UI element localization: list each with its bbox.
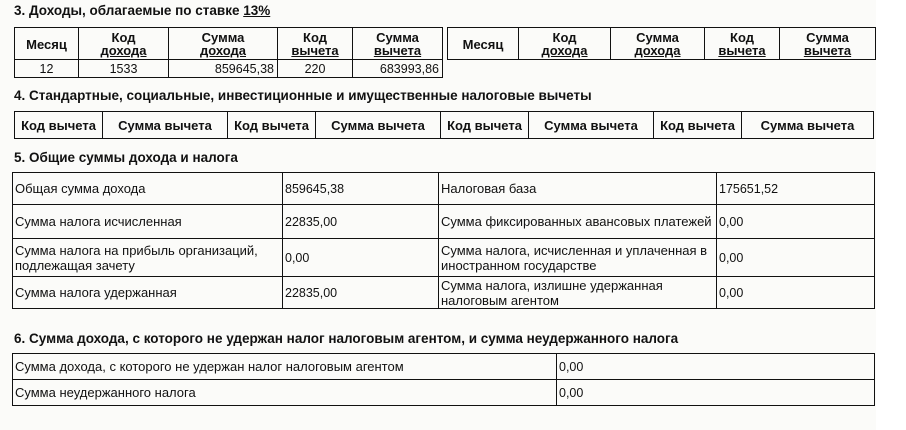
total-income-label: Общая сумма дохода — [13, 173, 283, 205]
income-sum-header-right-l2: дохода — [634, 43, 681, 58]
income-code-header-right — [519, 28, 611, 60]
unwithheld-row — [13, 354, 875, 380]
income-table-right-header — [448, 28, 876, 60]
income-code-header-l1: Код — [111, 30, 136, 45]
section-3-title-prefix: 3. Доходы, облагаемые по ставке — [14, 3, 244, 18]
deduction-code-header-3: Код вычета — [441, 112, 529, 139]
deduction-code-header-right — [705, 28, 780, 60]
income-code-header-right-l2: дохода — [541, 43, 588, 58]
unwithheld-tax-value: 0,00 — [557, 380, 875, 406]
deduction-sum-header-4: Сумма вычета — [742, 112, 874, 139]
page-edge — [876, 0, 906, 430]
section-5-title: 5. Общие суммы дохода и налога — [14, 150, 238, 165]
unwithheld-row — [13, 380, 875, 406]
income-table-row — [15, 60, 443, 78]
unwithheld-table — [12, 353, 875, 406]
deduction-sum-header-l2: вычета — [373, 43, 422, 58]
month-header: Месяц — [15, 28, 79, 60]
tax-base-label: Налоговая база — [439, 173, 717, 205]
deduction-code-header-l1: Код — [303, 30, 327, 45]
deduction-sum-header-right — [780, 28, 876, 60]
section-4-title: 4. Стандартные, социальные, инвестиционные и имущественные налоговые вычеты — [14, 88, 592, 103]
deductions-header-row — [15, 112, 874, 139]
income-code-header-l2: дохода — [100, 43, 147, 58]
totals-row — [13, 277, 875, 309]
totals-table — [12, 172, 875, 309]
income-sum-header-l1: Сумма — [201, 30, 245, 45]
tax-overwithheld-label: Сумма налога, излишне удержанная налоговым агентом — [439, 277, 717, 309]
deduction-sum-header-3: Сумма вычета — [529, 112, 654, 139]
foreign-tax-value: 0,00 — [717, 239, 875, 277]
deduction-sum-header — [353, 28, 443, 60]
income-sum-header — [169, 28, 278, 60]
income-sum-header-right-l1: Сумма — [636, 30, 679, 45]
deduction-code-header-2: Код вычета — [228, 112, 316, 139]
deduction-code-header-1: Код вычета — [15, 112, 103, 139]
income-code-header — [79, 28, 169, 60]
income-code-header-right-l1: Код — [552, 30, 577, 45]
section-6-title: 6. Сумма дохода, с которого не удержан налог налоговым агентом, и сумма неудержанного налога — [14, 331, 679, 346]
tax-overwithheld-value: 0,00 — [717, 277, 875, 309]
unwithheld-income-value: 0,00 — [557, 354, 875, 380]
deduction-sum-header-right-l2: вычета — [803, 43, 852, 58]
profit-tax-offset-value: 0,00 — [283, 239, 439, 277]
month-header-right: Месяц — [448, 28, 519, 60]
fixed-advance-payments-value: 0,00 — [717, 205, 875, 239]
deduction-sum-header-1: Сумма вычета — [103, 112, 228, 139]
tax-rate: 13% — [243, 3, 271, 18]
unwithheld-tax-label: Сумма неудержанного налога — [13, 380, 557, 406]
foreign-tax-label: Сумма налога, исчисленная и уплаченная в иностранном государстве — [439, 239, 717, 277]
income-sum-header-right — [611, 28, 705, 60]
income-sum-cell: 859645,38 — [169, 60, 278, 78]
totals-row — [13, 205, 875, 239]
unwithheld-income-label: Сумма дохода, с которого не удержан налог налоговым агентом — [13, 354, 557, 380]
profit-tax-offset-label: Сумма налога на прибыль организаций, подлежащая зачету — [13, 239, 283, 277]
deduction-code-header — [278, 28, 353, 60]
section-3-title — [14, 3, 270, 18]
deductions-table — [14, 111, 874, 139]
tax-withheld-label: Сумма налога удержанная — [13, 277, 283, 309]
deduction-sum-header-2: Сумма вычета — [316, 112, 441, 139]
deduction-sum-header-l1: Сумма — [376, 30, 419, 45]
income-code-cell: 1533 — [79, 60, 169, 78]
income-sum-header-l2: дохода — [199, 43, 247, 58]
totals-row — [13, 239, 875, 277]
deduction-code-header-right-l2: вычета — [718, 43, 766, 58]
total-income-value: 859645,38 — [283, 173, 439, 205]
deduction-code-cell: 220 — [278, 60, 353, 78]
deduction-code-header-right-l1: Код — [730, 30, 754, 45]
income-table-header — [15, 28, 443, 60]
totals-row — [13, 173, 875, 205]
fixed-advance-payments-label: Сумма фиксированных авансовых платежей — [439, 205, 717, 239]
tax-calculated-value: 22835,00 — [283, 205, 439, 239]
deduction-sum-cell: 683993,86 — [353, 60, 443, 78]
month-cell: 12 — [15, 60, 79, 78]
deduction-code-header-4: Код вычета — [654, 112, 742, 139]
tax-base-value: 175651,52 — [717, 173, 875, 205]
deduction-code-header-l2: вычета — [291, 43, 339, 58]
tax-calculated-label: Сумма налога исчисленная — [13, 205, 283, 239]
deduction-sum-header-right-l1: Сумма — [806, 30, 849, 45]
income-table-left — [14, 27, 443, 78]
income-table-right — [447, 27, 876, 60]
tax-withheld-value: 22835,00 — [283, 277, 439, 309]
